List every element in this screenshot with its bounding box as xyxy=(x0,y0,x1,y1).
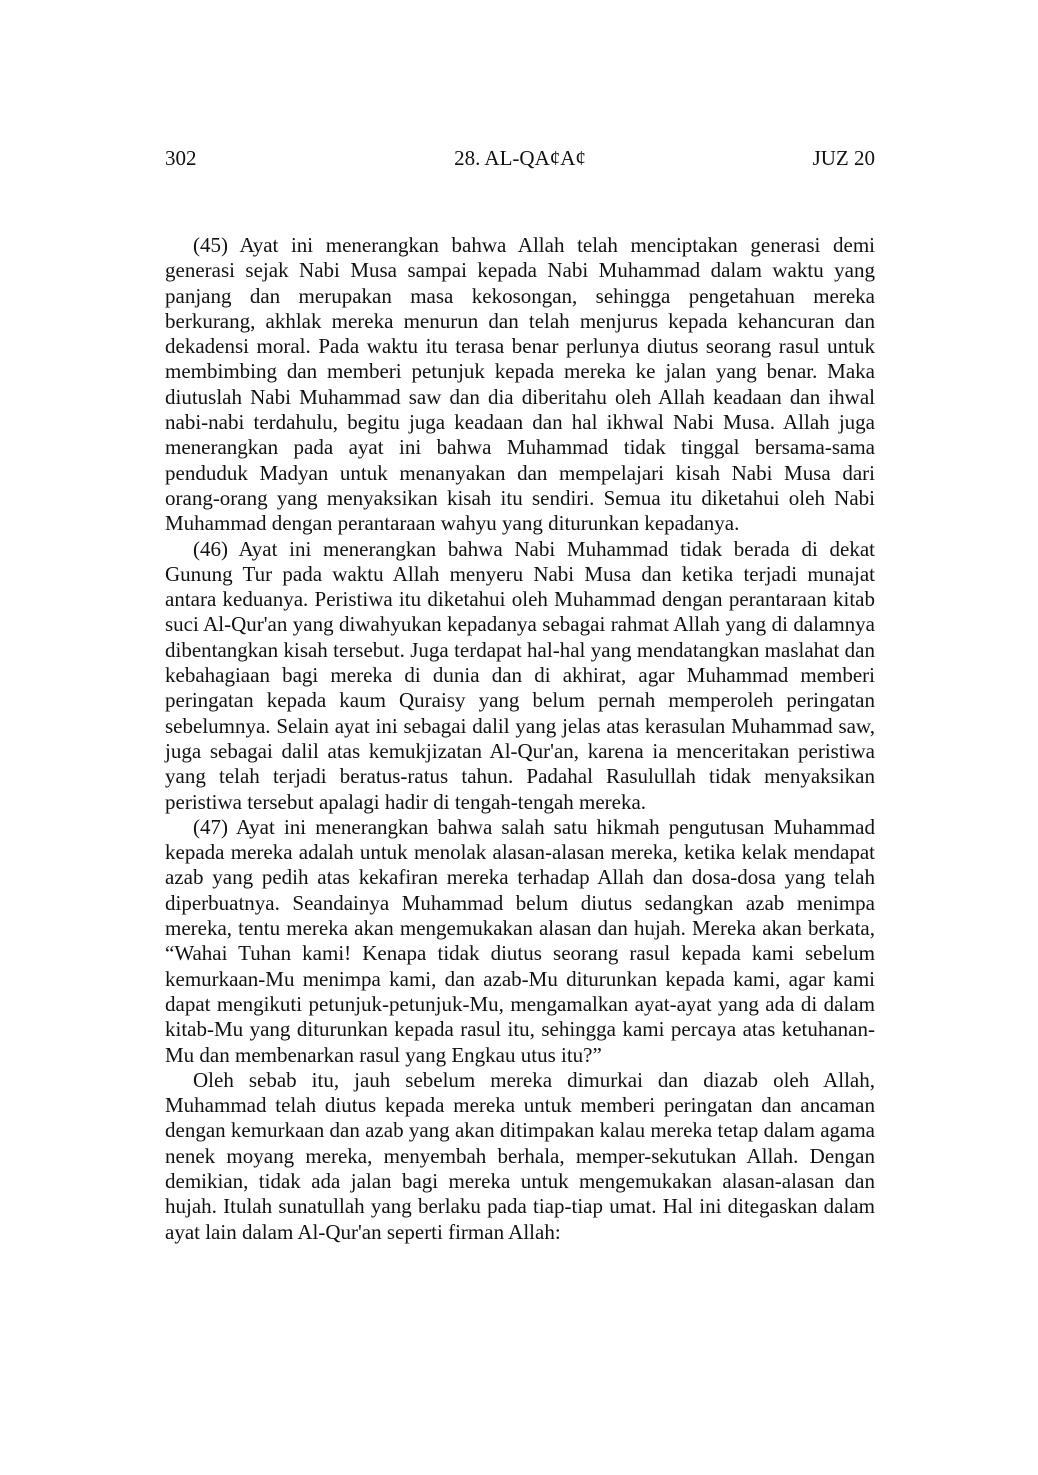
juz-label: JUZ 20 xyxy=(812,146,875,170)
page-number: 302 xyxy=(165,146,197,170)
paragraph-conclusion: Oleh sebab itu, jauh sebelum mereka dimurkai dan diazab oleh Allah, Muhammad telah diutus kepada mereka untuk memberi peringatan dan ancaman dengan kemurkaan dan azab yang akan ditimpakan kalau mereka tetap dalam agama nenek moyang mereka, menyembah berhala, memper-sekutukan Allah. Dengan demikian, tidak ada jalan bagi mereka untuk mengemukakan alasan-alasan dan hujah. Itulah sunatullah yang berlaku pada tiap-tiap umat. Hal ini ditegaskan dalam ayat lain dalam Al-Qur'an seperti firman Allah: xyxy=(165,1067,875,1244)
body-text xyxy=(165,233,875,1245)
paragraph-verse-46: (46) Ayat ini menerangkan bahwa Nabi Muhammad tidak berada di dekat Gunung Tur pada waktu Allah menyeru Nabi Musa dan ketika terjadi munajat antara keduanya. Peristiwa itu diketahui oleh Muhammad dengan perantaraan kitab suci Al-Qur'an yang diwahyukan kepadanya sebagai rahmat Allah yang di dalamnya dibentangkan kisah tersebut. Juga terdapat hal-hal yang mendatangkan maslahat dan kebahagiaan bagi mereka di dunia dan di akhirat, agar Muhammad memberi peringatan kepada kaum Quraisy yang belum pernah memperoleh peringatan sebelumnya. Selain ayat ini sebagai dalil yang jelas atas kerasulan Muhammad saw, juga sebagai dalil atas kemukjizatan Al-Qur'an, karena ia menceritakan peristiwa yang telah terjadi beratus-ratus tahun. Padahal Rasulullah tidak menyaksikan peristiwa tersebut apalagi hadir di tengah-tengah mereka. xyxy=(165,536,875,814)
paragraph-verse-45: (45) Ayat ini menerangkan bahwa Allah telah menciptakan generasi demi generasi sejak Nabi Musa sampai kepada Nabi Muhammad dalam waktu yang panjang dan merupakan masa kekosongan, sehingga pengetahuan mereka berkurang, akhlak mereka menurun dan telah menjurus kepada kehancuran dan dekadensi moral. Pada waktu itu terasa benar perlunya diutus seorang rasul untuk membimbing dan memberi petunjuk kepada mereka ke jalan yang benar. Maka diutuslah Nabi Muhammad saw dan dia diberitahu oleh Allah keadaan dan ihwal nabi-nabi terdahulu, begitu juga keadaan dan hal ikhwal Nabi Musa. Allah juga menerangkan pada ayat ini bahwa Muhammad tidak tinggal bersama-sama penduduk Madyan untuk menanyakan dan mempelajari kisah Nabi Musa dari orang-orang yang menyaksikan kisah itu sendiri. Semua itu diketahui oleh Nabi Muhammad dengan perantaraan wahyu yang diturunkan kepadanya. xyxy=(165,233,875,536)
paragraph-verse-47: (47) Ayat ini menerangkan bahwa salah satu hikmah pengutusan Muhammad kepada mereka adalah untuk menolak alasan-alasan mereka, ketika kelak mendapat azab yang pedih atas kekafiran mereka terhadap Allah dan dosa-dosa yang telah diperbuatnya. Seandainya Muhammad belum diutus sedangkan azab menimpa mereka, tentu mereka akan mengemukakan alasan dan hujah. Mereka akan berkata, “Wahai Tuhan kami! Kenapa tidak diutus seorang rasul kepada kami sebelum kemurkaan-Mu menimpa kami, dan azab-Mu diturunkan kepada kami, agar kami dapat mengikuti petunjuk-petunjuk-Mu, mengamalkan ayat-ayat yang ada di dalam kitab-Mu yang diturunkan kepada rasul itu, sehingga kami percaya atas ketuhanan-Mu dan membenarkan rasul yang Engkau utus itu?” xyxy=(165,814,875,1067)
page-header xyxy=(165,146,875,176)
chapter-title: 28. AL-QA¢A¢ xyxy=(454,146,586,170)
